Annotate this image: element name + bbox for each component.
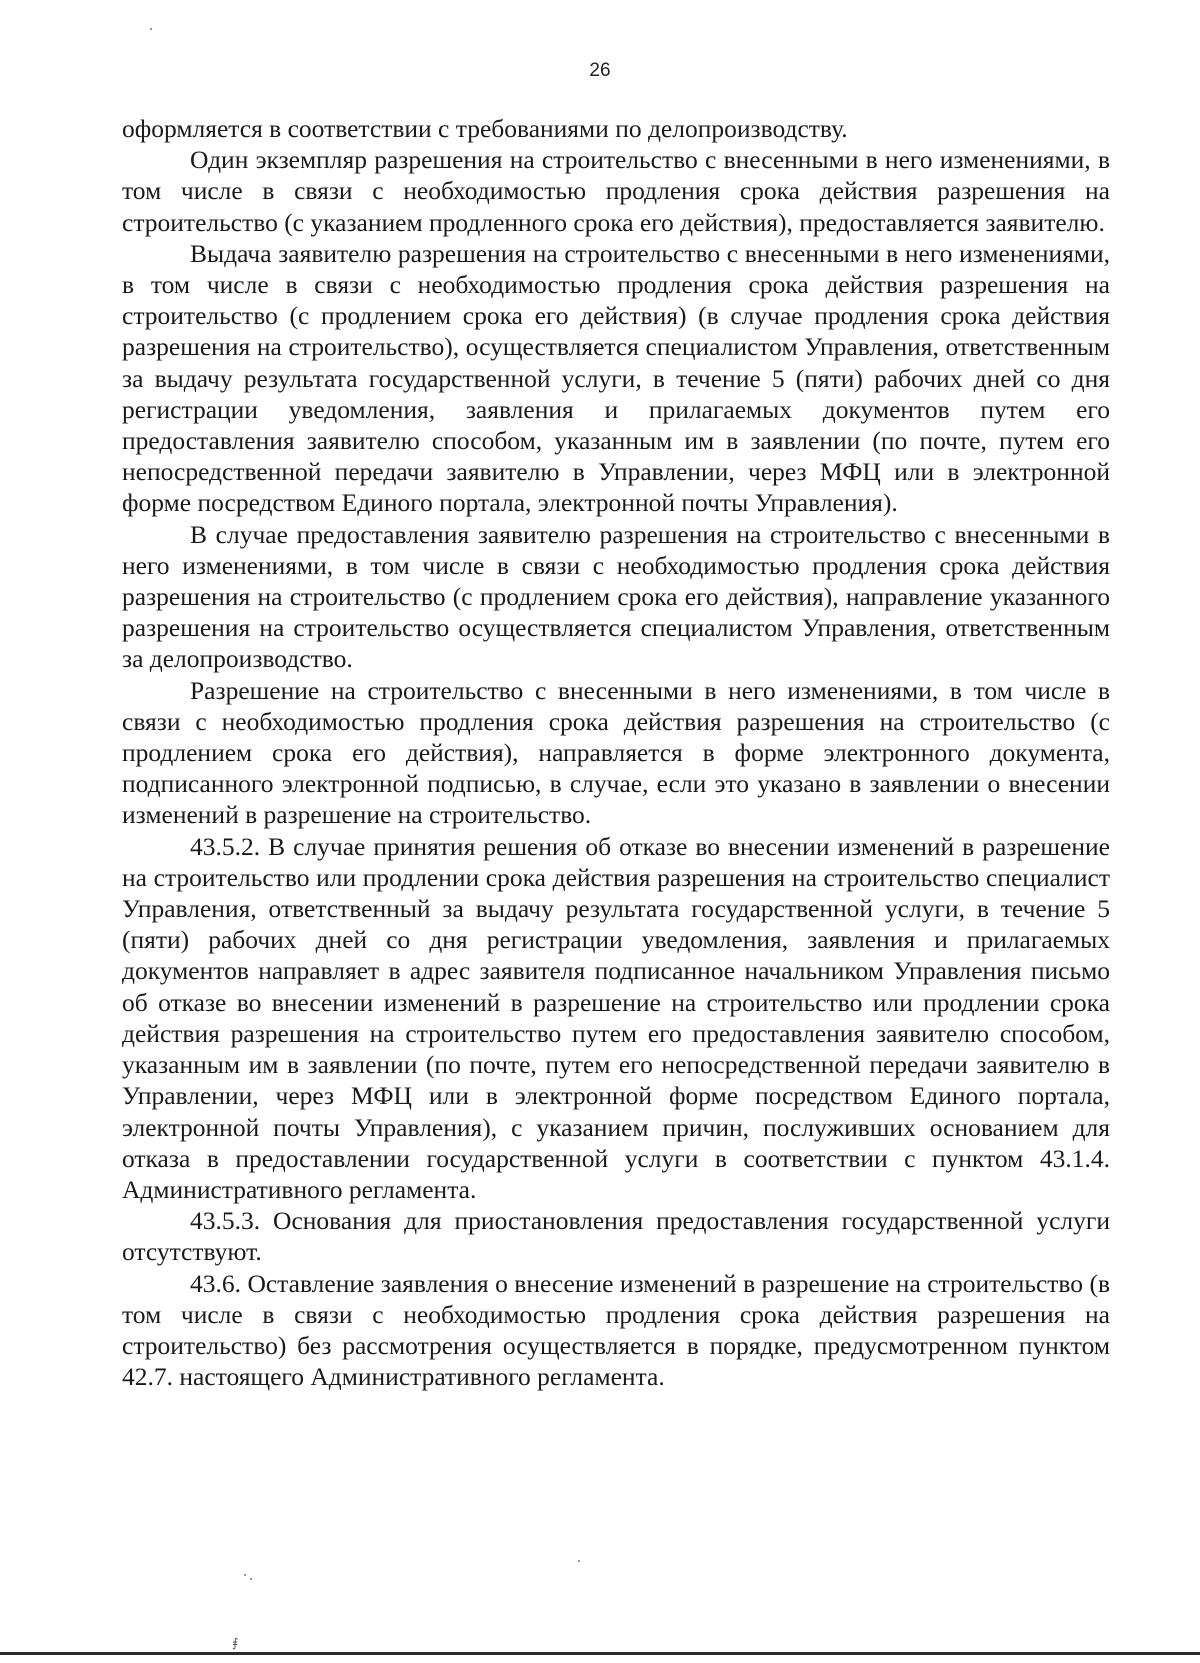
paragraph: 43.6. Оставление заявления о внесение изменений в разрешение на строительство (в том числе в связи с необходимостью продления срока действия разрешения на строительство) без рассмотрения осуществляется в порядке, предусмотренном пунктом 42.7. настоящего Административного регламента. <box>122 1268 1110 1392</box>
page-number: 26 <box>589 60 611 81</box>
scan-speck <box>244 1574 246 1576</box>
scan-edge-divider <box>0 1652 1200 1655</box>
paragraph: Разрешение на строительство с внесенными в него изменениями, в том числе в связи с необходимостью продления срока действия разрешения на строительство (с продлением срока его действия), направляется в форме электронного документа, подписанного электронной подписью, в случае, если это указано в заявлении о внесении изменений в разрешение на строительство. <box>122 675 1110 830</box>
paragraph: 43.5.2. В случае принятия решения об отказе во внесении изменений в разрешение на строительство или продлении срока действия разрешения на строительство специалист Управления, ответственный за выдачу результата государственной услуги, в течение 5 (пяти) рабочих дней со дня регистрации уведомления, заявления и прилагаемых документов направляет в адрес заявителя подписанное начальником Управления письмо об отказе во внесении изменений в разрешение на строительство или продлении срока действия разрешения на строительство путем его предоставления заявителю способом, указанным им в заявлении (по почте, путем его непосредственной передачи заявителю в Управлении, через МФЦ или в электронной форме посредством Единого портала, электронной почты Управления), с указанием причин, послуживших основанием для отказа в предоставлении государственной услуги в соответствии с пунктом 43.1.4. Административного регламента. <box>122 831 1110 1204</box>
scan-speck <box>578 1560 580 1562</box>
paragraph: оформляется в соответствии с требованиями по делопроизводству. <box>122 114 848 143</box>
scan-speck <box>250 1578 252 1580</box>
paragraph: Один экземпляр разрешения на строительство с внесенными в него изменениями, в том числе в связи с необходимостью продления срока действия разрешения на строительство (с указанием продленного срока его действия), предоставляется заявителю. <box>122 145 1110 237</box>
paragraph: Выдача заявителю разрешения на строительство с внесенными в него изменениями, в том числе в связи с необходимостью продления срока действия разрешения на строительство (с продлением срока его действия) (в случае продления срока действия разрешения на строительство), осуществляется специалистом Управления, ответственным за выдачу результата государственной услуги, в течение 5 (пяти) рабочих дней со дня регистрации уведомления, заявления и прилагаемых документов путем его предоставления заявителю способом, указанным им в заявлении (по почте, путем его непосредственной передачи заявителю в Управлении, через МФЦ или в электронной форме посредством Единого портала, электронной почты Управления). <box>122 238 1110 518</box>
paragraph: В случае предоставления заявителю разрешения на строительство с внесенными в него изменениями, в том числе в связи с необходимостью продления срока действия разрешения на строительство (с продлением срока его действия), направление указанного разрешения на строительство осуществляется специалистом Управления, ответственным за делопроизводство. <box>122 519 1110 674</box>
document-body <box>122 113 1110 1392</box>
scan-speck <box>150 28 152 30</box>
scan-mark-icon: ⨎ <box>232 1636 239 1650</box>
paragraph: 43.5.3. Основания для приостановления предоставления государственной услуги отсутствуют. <box>122 1206 1110 1267</box>
